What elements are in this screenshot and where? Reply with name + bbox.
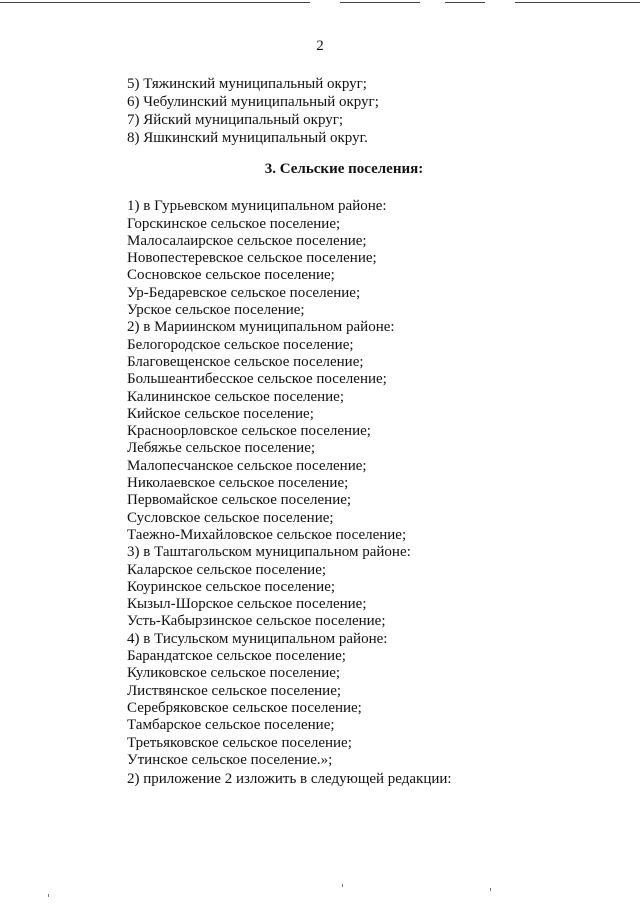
- settlement-item: Ур-Бедаревское сельское поселение;: [127, 285, 361, 301]
- settlement-item: Кызыл-Шорское сельское поселение;: [127, 596, 367, 612]
- settlement-item: Новопестеревское сельское поселение;: [127, 250, 377, 266]
- settlement-item: Николаевское сельское поселение;: [127, 475, 349, 491]
- scan-dot-artifact: [342, 884, 343, 887]
- settlement-item: Таежно-Михайловское сельское поселение;: [127, 527, 407, 543]
- scan-dot-artifact: [490, 888, 491, 891]
- settlement-item: Серебряковское сельское поселение;: [127, 700, 362, 716]
- settlement-item: Малопесчанское сельское поселение;: [127, 458, 367, 474]
- scan-line-artifact: [0, 2, 310, 3]
- settlement-item: Благовещенское сельское поселение;: [127, 354, 364, 370]
- settlement-item: Горскинское сельское поселение;: [127, 216, 341, 232]
- settlement-item: Усть-Кабырзинское сельское поселение;: [127, 613, 386, 629]
- settlement-item: Сосновское сельское поселение;: [127, 267, 335, 283]
- scan-dot-artifact: [48, 894, 49, 897]
- district-heading: 1) в Гурьевском муниципальном районе:: [127, 198, 387, 214]
- section-heading: 3. Сельские поселения:: [264, 161, 424, 177]
- settlement-item: Листвянское сельское поселение;: [127, 683, 342, 699]
- page-number: 2: [316, 38, 324, 54]
- settlement-item: Большеантибесское сельское поселение;: [127, 371, 387, 387]
- settlement-item: Кийское сельское поселение;: [127, 406, 314, 422]
- settlement-item: Каларское сельское поселение;: [127, 562, 327, 578]
- district-heading: 4) в Тисульском муниципальном районе:: [127, 631, 388, 647]
- list-item: 5) Тяжинский муниципальный округ;: [127, 76, 367, 92]
- scan-line-artifact: [515, 2, 640, 3]
- list-item: 7) Яйский муниципальный округ;: [127, 112, 344, 128]
- settlement-item: Малосалаирское сельское поселение;: [127, 233, 367, 249]
- settlement-item: Калининское сельское поселение;: [127, 389, 344, 405]
- settlement-item: Утинское сельское поселение.»;: [127, 752, 333, 768]
- settlement-item: Белогородское сельское поселение;: [127, 337, 354, 353]
- settlement-item: Лебяжье сельское поселение;: [127, 440, 316, 456]
- settlement-item: Красноорловское сельское поселение;: [127, 423, 371, 439]
- settlement-item: Барандатское сельское поселение;: [127, 648, 346, 664]
- list-item: 8) Яшкинский муниципальный округ.: [127, 130, 368, 146]
- district-heading: 2) в Мариинском муниципальном районе:: [127, 319, 395, 335]
- district-heading: 3) в Таштагольском муниципальном районе:: [127, 544, 411, 560]
- settlement-item: Тамбарское сельское поселение;: [127, 717, 335, 733]
- settlement-item: Куликовское сельское поселение;: [127, 665, 341, 681]
- settlement-item: Сусловское сельское поселение;: [127, 510, 334, 526]
- amendment-item: 2) приложение 2 изложить в следующей редакции:: [127, 771, 452, 787]
- settlement-item: Третьяковское сельское поселение;: [127, 735, 352, 751]
- scan-line-artifact: [445, 2, 485, 3]
- settlement-item: Первомайское сельское поселение;: [127, 492, 352, 508]
- list-item: 6) Чебулинский муниципальный округ;: [127, 94, 379, 110]
- scan-line-artifact: [340, 2, 420, 3]
- settlement-item: Коуринское сельское поселение;: [127, 579, 336, 595]
- settlement-item: Урское сельское поселение;: [127, 302, 305, 318]
